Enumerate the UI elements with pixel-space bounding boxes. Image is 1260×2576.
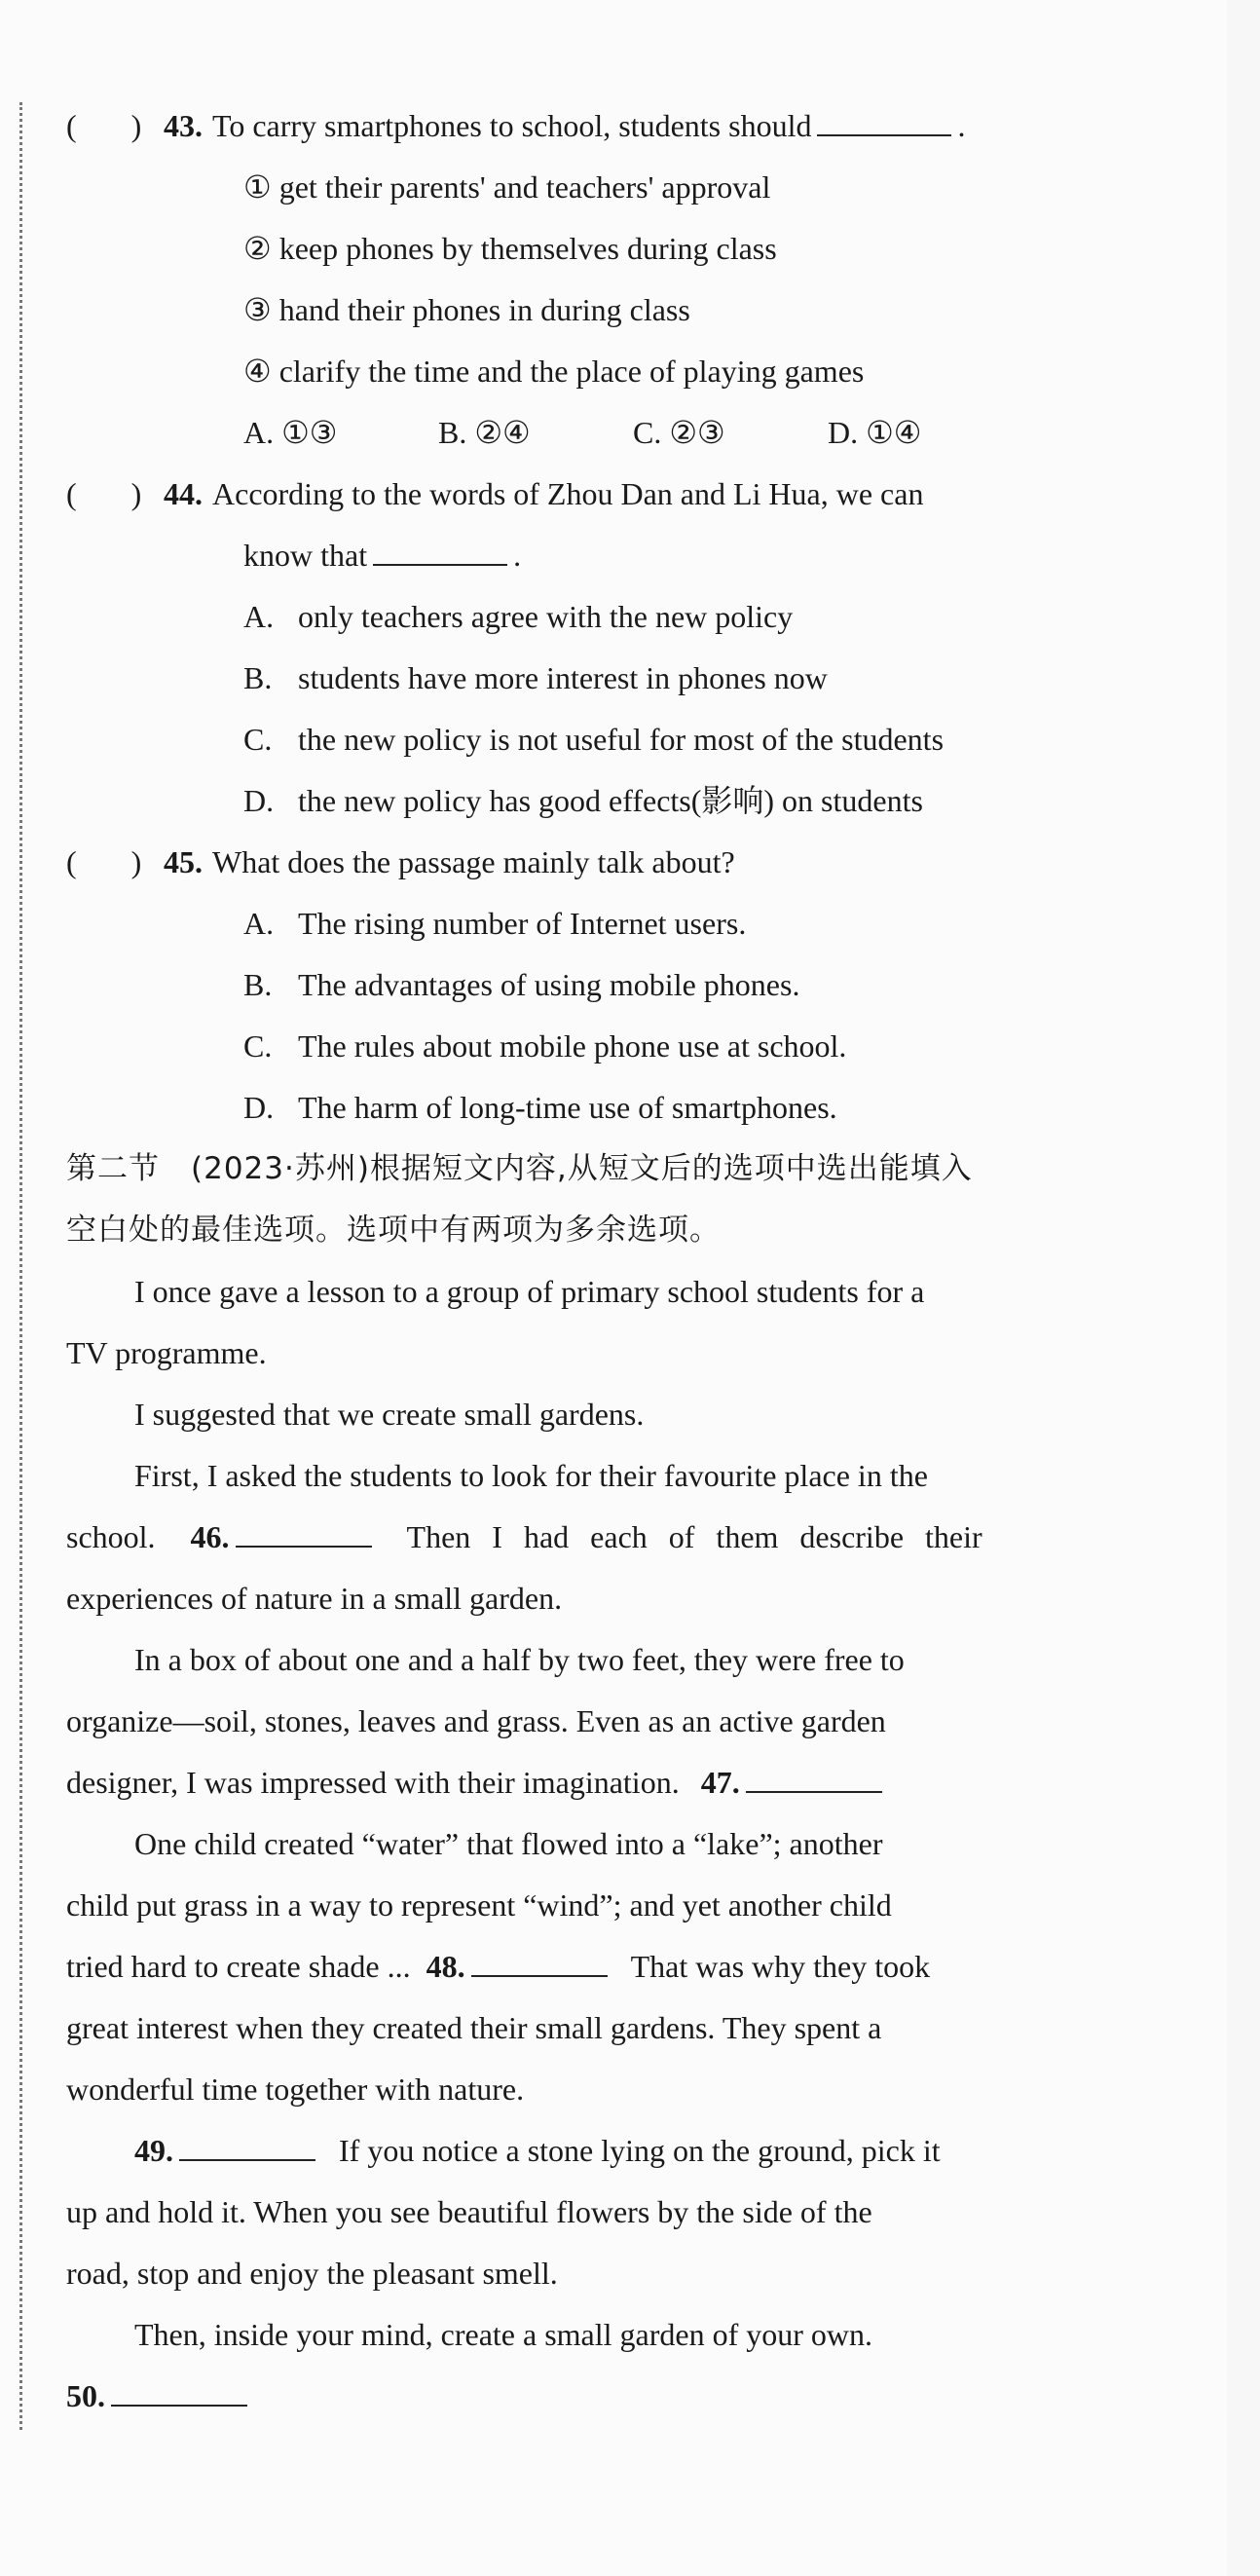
q43-item-1: ① get their parents' and teachers' approval bbox=[243, 169, 771, 205]
q45-option-d[interactable] bbox=[66, 1077, 1108, 1139]
choice-b[interactable]: B. ②④ bbox=[438, 415, 531, 450]
q45-option-c[interactable] bbox=[66, 1016, 1108, 1077]
option-text: the new policy has good effects(影响) on students bbox=[298, 783, 923, 818]
question-44 bbox=[66, 464, 1108, 525]
option-text: the new policy is not useful for most of the students bbox=[298, 722, 945, 757]
option-letter: D. bbox=[243, 1090, 275, 1125]
q45-option-a[interactable] bbox=[66, 893, 1108, 954]
passage-text: That was why they took bbox=[630, 1949, 931, 1984]
question-44-line2: know that . bbox=[243, 538, 522, 573]
blank-number-46: 46. bbox=[190, 1519, 230, 1554]
q43-item-2: ② keep phones by themselves during class bbox=[243, 231, 777, 266]
option-text: The advantages of using mobile phones. bbox=[298, 967, 800, 1002]
passage-line: wonderful time together with nature. bbox=[66, 2072, 525, 2107]
passage-text: tried hard to create shade ... bbox=[66, 1949, 411, 1984]
passage-line bbox=[66, 1752, 1108, 1813]
passage-text: Then I had each of them describe their bbox=[406, 1519, 982, 1554]
passage-line: great interest when they created their small gardens. They spent a bbox=[66, 2010, 882, 2045]
answer-bracket[interactable]: ( ) bbox=[66, 844, 142, 879]
blank-number-49: 49. bbox=[134, 2133, 173, 2168]
option-text: The rules about mobile phone use at school. bbox=[298, 1028, 847, 1064]
answer-blank-50[interactable] bbox=[111, 2377, 247, 2407]
answer-blank-49[interactable] bbox=[179, 2132, 315, 2161]
passage bbox=[66, 1261, 1108, 2427]
question-number: 44. bbox=[164, 476, 203, 511]
option-text: The harm of long-time use of smartphones. bbox=[298, 1090, 837, 1125]
option-letter: A. bbox=[243, 599, 275, 634]
passage-text: designer, I was impressed with their imagination. bbox=[66, 1765, 680, 1800]
passage-line: TV programme. bbox=[66, 1335, 267, 1370]
q44-option-b[interactable] bbox=[66, 648, 1108, 709]
blank-number-48: 48. bbox=[426, 1949, 465, 1984]
q43-choices bbox=[66, 402, 1108, 464]
passage-line: I once gave a lesson to a group of primary school students for a bbox=[134, 1274, 925, 1309]
answer-blank[interactable] bbox=[373, 537, 507, 566]
passage-line: One child created “water” that flowed into a “lake”; another bbox=[134, 1826, 883, 1861]
question-number: 45. bbox=[164, 844, 203, 879]
passage-line: organize—soil, stones, leaves and grass. Even as an active garden bbox=[66, 1703, 886, 1738]
answer-blank-47[interactable] bbox=[746, 1764, 882, 1793]
passage-line: In a box of about one and a half by two feet, they were free to bbox=[134, 1642, 905, 1677]
passage-text: school. bbox=[66, 1519, 156, 1554]
q45-option-b[interactable] bbox=[66, 954, 1108, 1016]
answer-blank-48[interactable] bbox=[471, 1948, 608, 1977]
q43-item-3: ③ hand their phones in during class bbox=[243, 292, 690, 327]
option-letter: C. bbox=[243, 1028, 273, 1064]
question-number: 43. bbox=[164, 108, 203, 143]
choice-d[interactable]: D. ①④ bbox=[828, 415, 922, 450]
option-letter: B. bbox=[243, 660, 273, 695]
question-stem: What does the passage mainly talk about? bbox=[212, 844, 735, 879]
q44-option-c[interactable] bbox=[66, 709, 1108, 770]
passage-line: I suggested that we create small gardens. bbox=[134, 1397, 645, 1432]
question-stem: To carry smartphones to school, students should bbox=[212, 108, 812, 143]
passage-line bbox=[66, 2366, 1108, 2427]
question-43: ( ) 43. To carry smartphones to school, students should . bbox=[66, 95, 1108, 157]
option-text: students have more interest in phones now bbox=[298, 660, 828, 695]
question-stem-cont: know that bbox=[243, 538, 368, 573]
binding-dotted-line bbox=[19, 102, 22, 2430]
passage-line bbox=[66, 2120, 1108, 2182]
question-45 bbox=[66, 832, 1108, 893]
passage-line: child put grass in a way to represent “wind”; and yet another child bbox=[66, 1887, 892, 1923]
q44-option-d[interactable] bbox=[66, 770, 1108, 832]
answer-bracket[interactable]: ( ) bbox=[66, 108, 142, 143]
q44-option-a[interactable] bbox=[66, 586, 1108, 648]
passage-line: road, stop and enjoy the pleasant smell. bbox=[66, 2256, 558, 2291]
section-heading-line1: 第二节 (2023·苏州)根据短文内容,从短文后的选项中选出能填入 bbox=[66, 1151, 973, 1186]
passage-line bbox=[66, 1936, 1108, 1997]
blank-number-50: 50. bbox=[66, 2378, 105, 2413]
passage-line: up and hold it. When you see beautiful flowers by the side of the bbox=[66, 2194, 872, 2229]
blank-number-47: 47. bbox=[700, 1765, 740, 1800]
section-heading-line2: 空白处的最佳选项。选项中有两项为多余选项。 bbox=[66, 1213, 721, 1248]
passage-line: First, I asked the students to look for their favourite place in the bbox=[134, 1458, 928, 1493]
content bbox=[66, 95, 1108, 2427]
answer-bracket[interactable]: ( ) bbox=[66, 476, 142, 511]
option-letter: D. bbox=[243, 783, 275, 818]
choice-a[interactable]: A. ①③ bbox=[243, 415, 338, 450]
option-letter: C. bbox=[243, 722, 273, 757]
option-text: only teachers agree with the new policy bbox=[298, 599, 794, 634]
passage-line: experiences of nature in a small garden. bbox=[66, 1581, 563, 1616]
option-letter: A. bbox=[243, 906, 275, 941]
choice-c[interactable]: C. ②③ bbox=[633, 415, 725, 450]
option-letter: B. bbox=[243, 967, 273, 1002]
question-stem: According to the words of Zhou Dan and Li Hua, we can bbox=[212, 476, 924, 511]
passage-line bbox=[66, 1507, 1108, 1568]
passage-text: If you notice a stone lying on the ground, pick it bbox=[339, 2133, 941, 2168]
q43-item-4: ④ clarify the time and the place of playing games bbox=[243, 354, 865, 389]
option-text: The rising number of Internet users. bbox=[298, 906, 747, 941]
passage-line: Then, inside your mind, create a small garden of your own. bbox=[134, 2317, 872, 2352]
answer-blank-46[interactable] bbox=[236, 1518, 372, 1548]
answer-blank[interactable] bbox=[817, 107, 951, 136]
